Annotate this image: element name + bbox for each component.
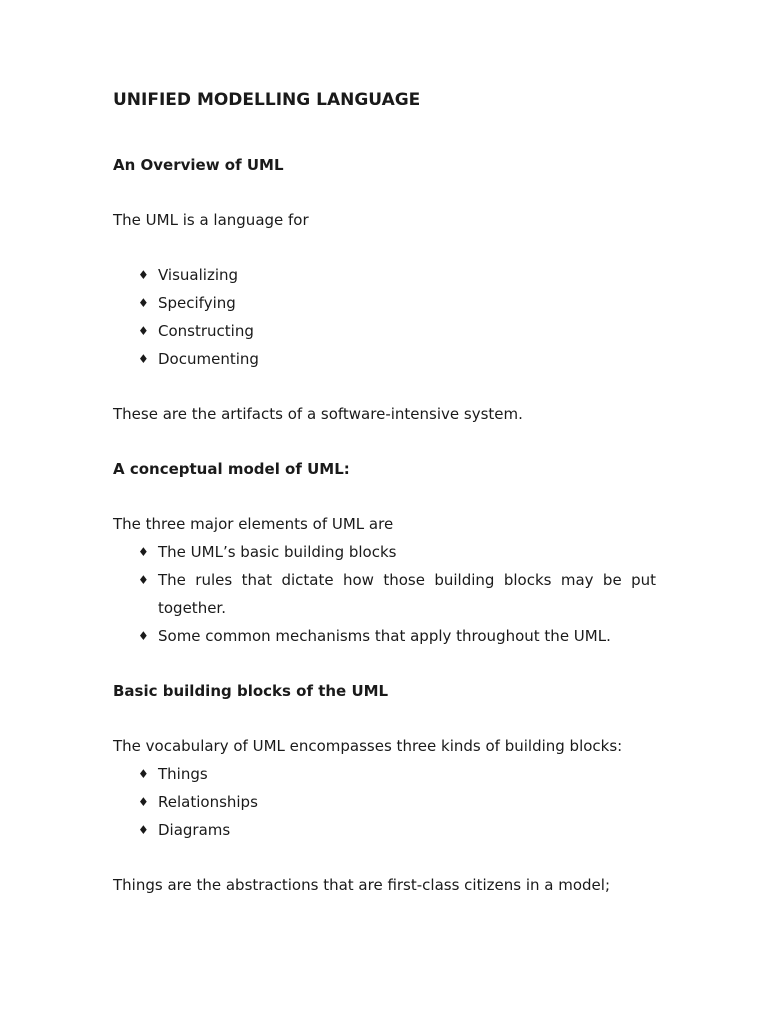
list-item-text: Constructing xyxy=(158,322,254,340)
diamond-bullet-icon: ♦ xyxy=(138,268,149,282)
intro-paragraph: The UML is a language for xyxy=(113,211,309,229)
list-item-text-line: The rules that dictate how those building blocks may be put xyxy=(158,571,656,589)
list-item-text xyxy=(158,570,656,618)
diamond-bullet-icon: ♦ xyxy=(138,545,149,559)
diamond-bullet-icon: ♦ xyxy=(138,352,149,366)
list-item-text: Diagrams xyxy=(158,821,231,839)
diamond-bullet-icon: ♦ xyxy=(138,629,149,643)
blocks-heading: Basic building blocks of the UML xyxy=(113,682,389,700)
diamond-bullet-icon: ♦ xyxy=(138,573,149,587)
list-item-text: Specifying xyxy=(158,294,236,312)
diamond-bullet-icon: ♦ xyxy=(138,767,149,781)
list-item-text: Things xyxy=(158,765,208,783)
list-item-text: Visualizing xyxy=(158,266,239,284)
conceptual-heading: A conceptual model of UML: xyxy=(113,460,350,478)
vocabulary-paragraph: The vocabulary of UML encompasses three kinds of building blocks: xyxy=(113,737,623,755)
list-item-text: The UML’s basic building blocks xyxy=(158,543,397,561)
list-item-text: Documenting xyxy=(158,350,259,368)
diamond-bullet-icon: ♦ xyxy=(138,296,149,310)
list-item-text: Relationships xyxy=(158,793,258,811)
things-paragraph: Things are the abstractions that are first-class citizens in a model; xyxy=(113,876,610,894)
list-item-text: Some common mechanisms that apply throughout the UML. xyxy=(158,627,611,645)
diamond-bullet-icon: ♦ xyxy=(138,795,149,809)
overview-heading: An Overview of UML xyxy=(113,156,284,174)
artifacts-paragraph: These are the artifacts of a software-intensive system. xyxy=(113,405,523,423)
diamond-bullet-icon: ♦ xyxy=(138,823,149,837)
list-item-text-line: together. xyxy=(158,599,226,617)
elements-intro-paragraph: The three major elements of UML are xyxy=(113,515,394,533)
diamond-bullet-icon: ♦ xyxy=(138,324,149,338)
document-title: UNIFIED MODELLING LANGUAGE xyxy=(113,90,421,110)
